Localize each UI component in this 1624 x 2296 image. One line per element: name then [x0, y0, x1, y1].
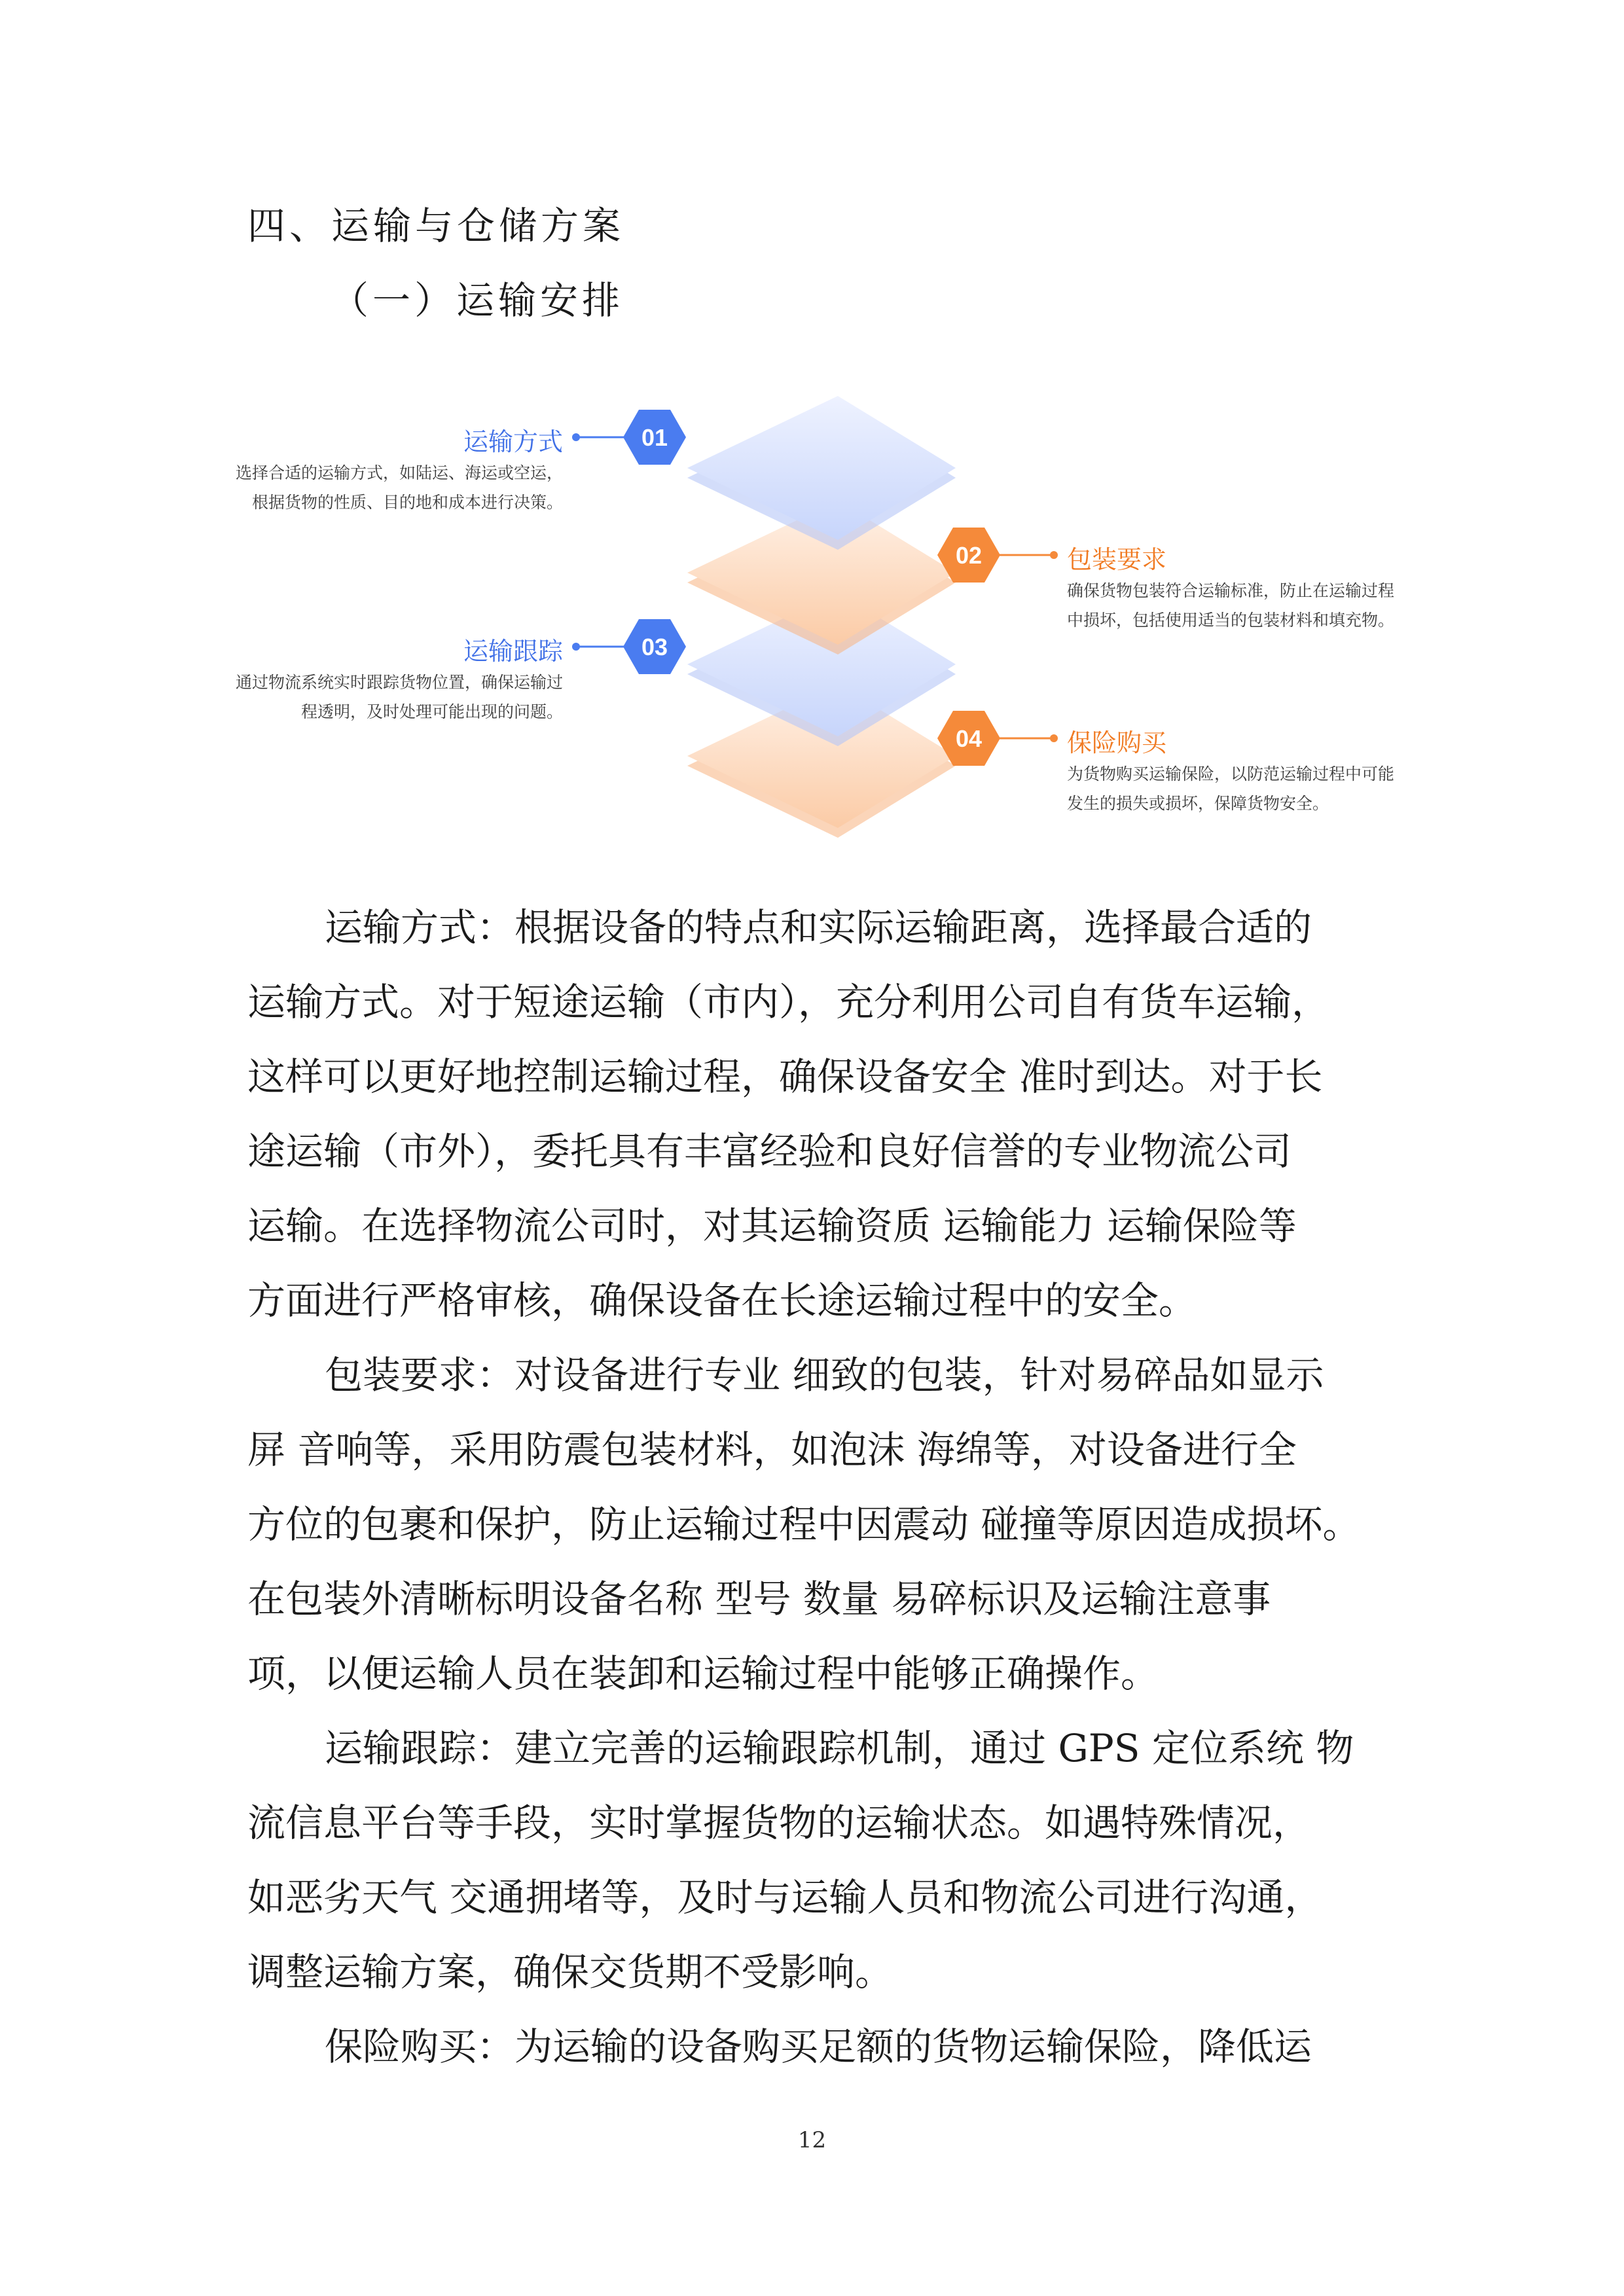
- step-01-title: 运输方式: [463, 427, 563, 456]
- text-line: 运输方式：根据设备的特点和实际运输距离，选择最合适的: [325, 905, 1312, 950]
- step-02-desc: 确保货物包装符合运输标准，防止在运输过程中损坏，包括使用适当的包装材料和填充物。: [1067, 581, 1395, 630]
- text-line: 项，以便运输人员在装卸和运输过程中能够正确操作。: [247, 1651, 1159, 1696]
- text-line: 方面进行严格审核，确保设备在长途运输过程中的安全。: [247, 1278, 1197, 1323]
- section-heading: 四、运输与仓储方案: [247, 204, 625, 248]
- step-03-badge: [623, 619, 686, 674]
- text-line: 流信息平台等手段，实时掌握货物的运输状态。如遇特殊情况，: [247, 1801, 1311, 1845]
- layer-1-shape: [687, 396, 956, 550]
- text-line: 运输。在选择物流公司时，对其运输资质 运输能力 运输保险等: [247, 1204, 1297, 1248]
- paragraph-transport-mode: [247, 890, 1329, 1338]
- step-01-desc: 选择合适的运输方式，如陆运、海运或空运，根据货物的性质、目的地和成本进行决策。: [236, 463, 564, 512]
- transport-diagram: [236, 340, 1414, 864]
- step-01-badge: [623, 410, 686, 465]
- text-line: 如恶劣天气 交通拥堵等，及时与运输人员和物流公司进行沟通，: [247, 1875, 1323, 1920]
- step-04-number: 04: [955, 725, 983, 752]
- paragraph-tracking: [247, 1711, 1354, 2009]
- text-line: 在包装外清晰标明设备名称 型号 数量 易碎标识及运输注意事: [247, 1577, 1271, 1621]
- step-04-desc: 为货物购买运输保险，以防范运输过程中可能发生的损失或损坏，保障货物安全。: [1067, 764, 1395, 813]
- text-line: 调整运输方案，确保交货期不受影响。: [247, 1950, 893, 1994]
- step-03-number: 03: [641, 634, 668, 660]
- step-01-number: 01: [641, 424, 668, 451]
- page-number: 12: [797, 2127, 827, 2153]
- text-line: 运输跟踪：建立完善的运输跟踪机制，通过 GPS 定位系统 物: [325, 1726, 1354, 1770]
- text-line: 运输方式。对于短途运输（市内），充分利用公司自有货车运输，: [247, 980, 1330, 1024]
- text-line: 保险购买：为运输的设备购买足额的货物运输保险，降低运: [325, 2024, 1312, 2069]
- text-line: 方位的包裹和保护，防止运输过程中因震动 碰撞等原因造成损坏。: [247, 1502, 1361, 1547]
- text-line: 这样可以更好地控制运输过程，确保设备安全 准时到达。对于长: [247, 1054, 1323, 1099]
- step-02-number: 02: [955, 542, 983, 569]
- paragraph-insurance: [247, 2009, 1312, 2084]
- subsection-heading: （一）运输安排: [331, 278, 624, 323]
- step-02-title: 包装要求: [1067, 545, 1167, 574]
- text-line: 途运输（市外），委托具有丰富经验和良好信誉的专业物流公司: [247, 1129, 1292, 1174]
- step-03-desc: 通过物流系统实时跟踪货物位置，确保运输过程透明，及时处理可能出现的问题。: [236, 673, 564, 721]
- text-line: 屏 音响等，采用防震包装材料，如泡沫 海绵等，对设备进行全: [247, 1427, 1297, 1472]
- paragraph-packaging: [247, 1338, 1360, 1711]
- step-03-title: 运输跟踪: [463, 637, 563, 666]
- step-04-title: 保险购买: [1067, 728, 1167, 757]
- text-line: 包装要求：对设备进行专业 细致的包装，针对易碎品如显示: [325, 1353, 1324, 1397]
